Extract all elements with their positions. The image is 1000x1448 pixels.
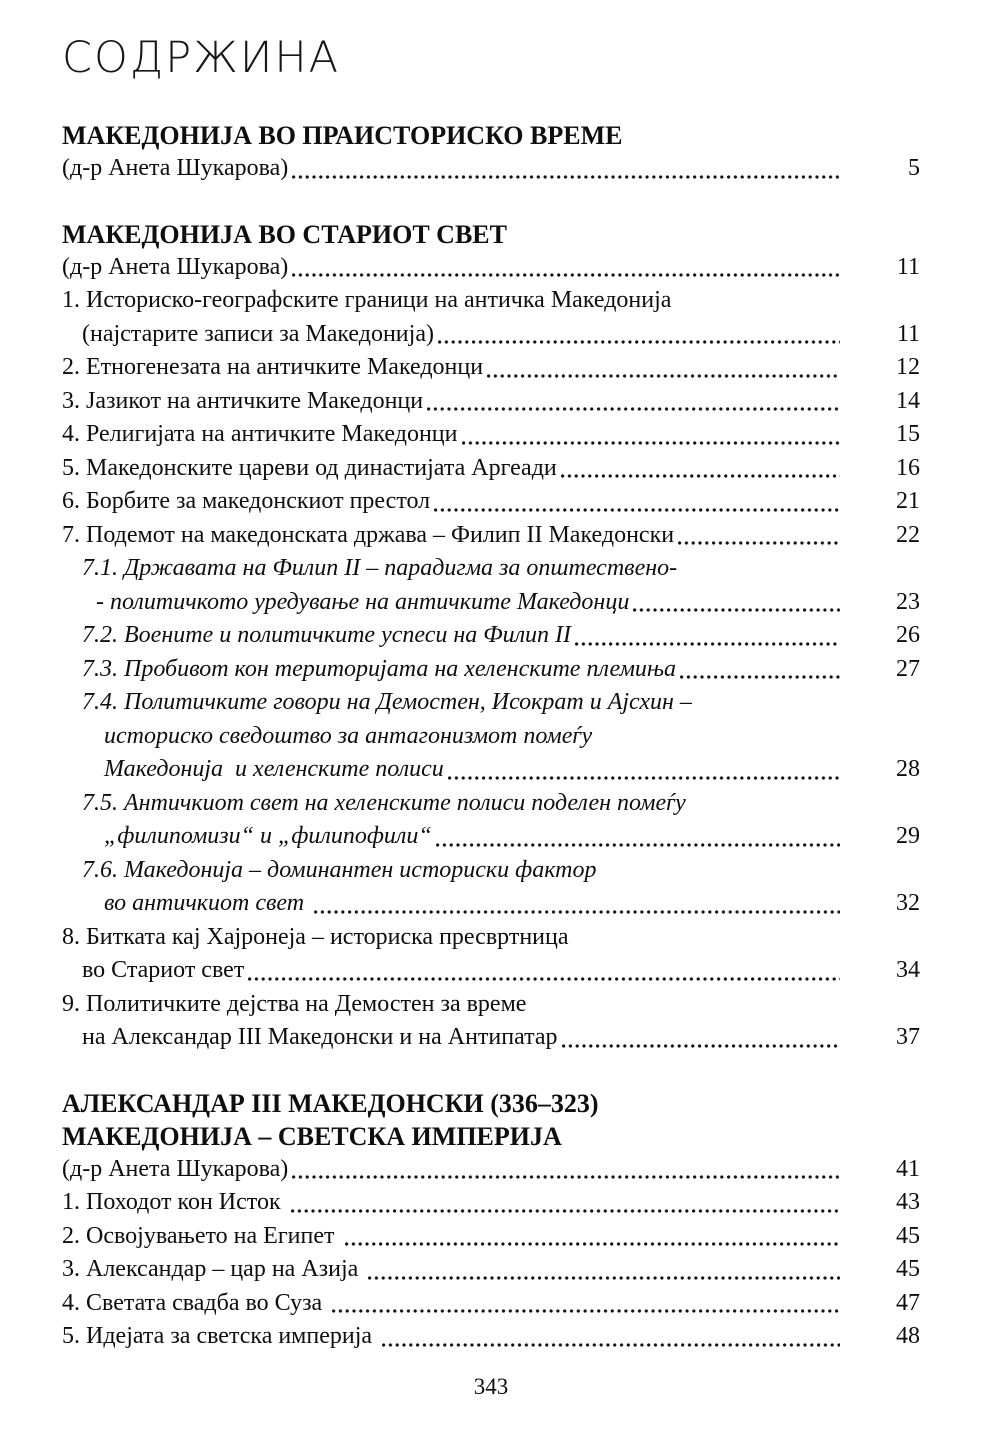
toc-entry-text: 9. Политичките дејства на Демостен за време bbox=[62, 990, 527, 1017]
toc-entry-text: 1. Походот кон Исток bbox=[62, 1189, 287, 1216]
dot-leader bbox=[562, 1021, 840, 1048]
toc-entry-text: 7. Подемот на македонската држава – Филип II Македонски bbox=[62, 521, 675, 548]
toc-row bbox=[62, 1153, 920, 1187]
page-number: 23 bbox=[896, 588, 920, 615]
toc-row bbox=[62, 519, 920, 553]
toc-row bbox=[62, 586, 920, 620]
dot-leader bbox=[292, 251, 840, 278]
page-number: 47 bbox=[896, 1289, 920, 1316]
toc-row bbox=[62, 152, 920, 186]
toc-entry-text: 7.3. Пробивот кон територијата на хеленските племиња bbox=[82, 655, 676, 682]
page-number: 34 bbox=[896, 957, 920, 984]
page-number: 45 bbox=[896, 1222, 920, 1249]
toc-row bbox=[62, 753, 920, 787]
toc-row bbox=[62, 1320, 920, 1354]
page-number: 41 bbox=[896, 1155, 920, 1182]
toc-entry-text: 7.4. Политичките говори на Демостен, Исократ и Ајсхин – bbox=[82, 689, 692, 716]
dot-leader bbox=[436, 820, 840, 847]
page-number: 29 bbox=[896, 823, 920, 850]
toc-row bbox=[62, 1287, 920, 1321]
page-number: 45 bbox=[896, 1256, 920, 1283]
page-number: 32 bbox=[896, 890, 920, 917]
dot-leader bbox=[633, 586, 840, 613]
toc-entry-text: историско сведоштво за антагонизмот помеѓу bbox=[104, 722, 593, 749]
dot-leader bbox=[427, 385, 840, 412]
dot-leader bbox=[448, 753, 840, 780]
toc-entry-text: 3. Јазикот на античките Македонци bbox=[62, 387, 424, 414]
toc-row bbox=[62, 988, 920, 1022]
dot-leader bbox=[345, 1220, 841, 1247]
toc-entry-text: (д-р Анета Шукарова) bbox=[62, 253, 289, 280]
toc-row bbox=[62, 351, 920, 385]
toc-row bbox=[62, 318, 920, 352]
page-number: 22 bbox=[896, 521, 920, 548]
toc-row bbox=[62, 921, 920, 955]
dot-leader bbox=[680, 653, 840, 680]
dot-leader bbox=[292, 152, 840, 179]
page-number: 48 bbox=[896, 1323, 920, 1350]
toc-entry-text: 2. Етногенезата на античките Македонци bbox=[62, 354, 484, 381]
toc-entry-text: 3. Александар – цар на Азија bbox=[62, 1256, 365, 1283]
dot-leader bbox=[292, 1153, 840, 1180]
page-number: 37 bbox=[896, 1024, 920, 1051]
toc-row bbox=[62, 552, 920, 586]
toc-row bbox=[62, 251, 920, 285]
page-number: 11 bbox=[896, 253, 920, 280]
dot-leader bbox=[487, 351, 840, 378]
page-number: 14 bbox=[896, 387, 920, 414]
section-header: МАКЕДОНИЈА – СВЕТСКА ИМПЕРИЈА bbox=[62, 1121, 562, 1151]
dot-leader bbox=[575, 619, 840, 646]
toc-entry-text: 5. Македонските цареви од династијата Аргеади bbox=[62, 454, 557, 481]
toc-entry-text: (д-р Анета Шукарова) bbox=[62, 155, 289, 182]
toc-row bbox=[62, 1220, 920, 1254]
dot-leader bbox=[561, 452, 840, 479]
toc-row bbox=[62, 720, 920, 754]
section-header: МАКЕДОНИЈА ВО ПРАИСТОРИСКО ВРЕМЕ bbox=[62, 121, 623, 151]
toc-entry-text: (најстарите записи за Македонија) bbox=[82, 320, 434, 347]
page-number: 12 bbox=[896, 354, 920, 381]
page-title: СОДРЖИНА bbox=[62, 33, 341, 83]
toc-row bbox=[62, 619, 920, 653]
toc-entry-text: 7.2. Воените и политичките успеси на Филип II bbox=[82, 622, 572, 649]
dot-leader bbox=[368, 1253, 840, 1280]
toc-entry-text: „филипомизи“ и „филипофили“ bbox=[104, 823, 432, 850]
dot-leader bbox=[291, 1186, 840, 1213]
toc-section bbox=[62, 1087, 920, 1354]
page-number: 27 bbox=[896, 655, 920, 682]
toc-entry-text: во античкиот свет bbox=[104, 890, 311, 917]
toc-row bbox=[62, 653, 920, 687]
page-number: 15 bbox=[896, 421, 920, 448]
section-header: МАКЕДОНИЈА ВО СТАРИОТ СВЕТ bbox=[62, 219, 507, 249]
toc-row bbox=[62, 418, 920, 452]
dot-leader bbox=[438, 318, 840, 345]
toc-entry-text: 7.5. Античкиот свет на хеленските полиси поделен помеѓу bbox=[82, 789, 686, 816]
toc-row bbox=[62, 820, 920, 854]
page-number: 16 bbox=[896, 454, 920, 481]
section-header: АЛЕКСАНДАР III МАКЕДОНСКИ (336–323) bbox=[62, 1088, 599, 1118]
toc-row bbox=[62, 887, 920, 921]
toc-entry-text: - политичкото уредување на античките Македонци bbox=[96, 588, 630, 615]
table-of-contents bbox=[62, 119, 920, 1354]
toc-entry-text: 2. Освојувањето на Египет bbox=[62, 1222, 341, 1249]
toc-row bbox=[62, 1021, 920, 1055]
toc-entry-text: 6. Борбите за македонскиот престол bbox=[62, 488, 431, 515]
page-number: 21 bbox=[896, 488, 920, 515]
toc-entry-text: во Стариот свет bbox=[82, 957, 245, 984]
page-number: 5 bbox=[908, 155, 920, 182]
toc-entry-text: 4. Светата свадба во Суза bbox=[62, 1289, 329, 1316]
toc-entry-text: 7.1. Државата на Филип II – парадигма за општествено- bbox=[82, 555, 678, 582]
dot-leader bbox=[248, 954, 840, 981]
toc-section bbox=[62, 218, 920, 1055]
toc-row bbox=[62, 1186, 920, 1220]
dot-leader bbox=[332, 1287, 840, 1314]
toc-entry-text: Македонија и хеленските полиси bbox=[104, 756, 444, 783]
toc-row bbox=[62, 452, 920, 486]
page-number: 43 bbox=[896, 1189, 920, 1216]
footer-page-number: 343 bbox=[473, 1373, 509, 1399]
page-number: 28 bbox=[896, 756, 920, 783]
dot-leader bbox=[434, 485, 840, 512]
toc-row bbox=[62, 686, 920, 720]
toc-row bbox=[62, 485, 920, 519]
toc-entry-text: 4. Религијата на античките Македонци bbox=[62, 421, 458, 448]
toc-row bbox=[62, 854, 920, 888]
toc-section bbox=[62, 119, 920, 186]
toc-entry-text: 1. Историско-географските граници на античка Македонија bbox=[62, 287, 672, 314]
toc-row bbox=[62, 787, 920, 821]
toc-row bbox=[62, 954, 920, 988]
page-number: 11 bbox=[896, 320, 920, 347]
toc-row bbox=[62, 385, 920, 419]
toc-entry-text: 7.6. Македонија – доминантен историски фактор bbox=[82, 856, 597, 883]
toc-row bbox=[62, 284, 920, 318]
dot-leader bbox=[678, 519, 840, 546]
toc-entry-text: (д-р Анета Шукарова) bbox=[62, 1155, 289, 1182]
dot-leader bbox=[314, 887, 840, 914]
toc-row bbox=[62, 1253, 920, 1287]
page-number: 26 bbox=[896, 622, 920, 649]
toc-entry-text: 8. Битката кај Хајронеја – историска пресвртница bbox=[62, 923, 569, 950]
toc-entry-text: на Александар III Македонски и на Антипатар bbox=[82, 1024, 558, 1051]
dot-leader bbox=[382, 1320, 840, 1347]
toc-entry-text: 5. Идејата за светска империја bbox=[62, 1323, 379, 1350]
dot-leader bbox=[462, 418, 841, 445]
